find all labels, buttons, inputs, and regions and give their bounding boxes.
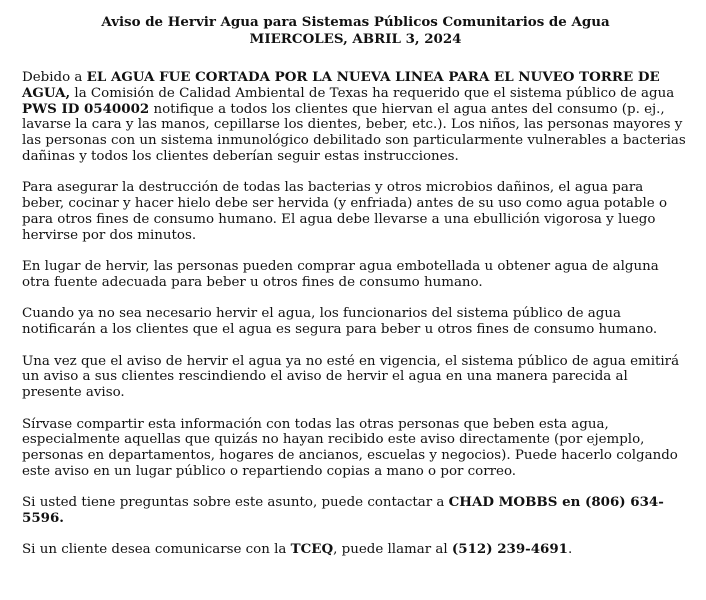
paragraph-tceq-text-1: Si un cliente desea comunicarse con la [22,542,291,558]
notice-header [22,14,689,48]
outage-reason: EL AGUA FUE CORTADA POR LA NUEVA LINEA PARA EL NUVEO TORRE DE AGUA, [22,69,660,101]
pws-id: PWS ID 0540002 [22,100,150,117]
paragraph-reason-text-2: la Comisión de Calidad Ambiental de Texas ha requerido que el sistema público de agua [70,85,675,101]
paragraph-share: Sírvase compartir esta información con todas las otras personas que beben esta agua, especialmente aquellas que quizás no hayan recibido este aviso directamente (por ejemplo, personas en departamentos, hogares de ancianos, escuelas y negocios). Puede hacerlo colgando este aviso en un lugar público o repartiendo copias a mano o por correo. [22,416,678,479]
paragraph-tceq-text-3: . [568,542,573,558]
paragraph-contact [22,495,689,527]
paragraph-reason-text-3: notifique a todos los clientes que hiervan el agua antes del consumo (p. ej., lavarse la cara y las manos, cepillarse los dientes, beber, etc.). Los niños, las personas mayores y las personas con un sistema inmunológico debilitado son particularmente vulnerables a bacterias dañinas y todos los clientes deberían seguir estas instrucciones. [22,101,686,164]
paragraph-boil-instructions: Para asegurar la destrucción de todas las bacterias y otros microbios dañinos, el agua para beber, cocinar y hacer hielo debe ser hervida (y enfriada) antes de su uso como agua potable o para otros fines de consumo humano. El agua debe llevarse a una ebullición vigorosa y luego hervirse por dos minutos. [22,180,668,243]
paragraph-tceq-text-2: , puede llamar al [333,542,452,558]
contact-person-phone: CHAD MOBBS en (806) 634-5596. [22,494,664,527]
notice-title: Aviso de Hervir Agua para Sistemas Públicos Comunitarios de Agua [101,14,610,30]
paragraph-contact-text: Si usted tiene preguntas sobre este asunto, puede contactar a [22,495,449,511]
paragraph-tceq [22,542,689,558]
paragraph-bottled-water: En lugar de hervir, las personas pueden comprar agua embotellada u obtener agua de alguna otra fuente adecuada para beber u otros fines de consumo humano. [22,259,659,290]
paragraph-reason-text-1: Debido a [22,70,87,85]
paragraph-rescind: Una vez que el aviso de hervir el agua ya no esté en vigencia, el sistema público de agua emitirá un aviso a sus clientes rescindiendo el aviso de hervir el agua en una manera parecida al presente aviso. [22,353,680,401]
paragraph-notification: Cuando ya no sea necesario hervir el agua, los funcionarios del sistema público de agua notificarán a los clientes que el agua es segura para beber u otros fines de consumo humano. [22,306,658,338]
paragraph-reason [22,70,689,165]
notice-date: MIERCOLES, ABRIL 3, 2024 [249,31,462,47]
tceq-name: TCEQ [290,541,334,558]
tceq-phone: (512) 239-4691 [451,541,568,558]
